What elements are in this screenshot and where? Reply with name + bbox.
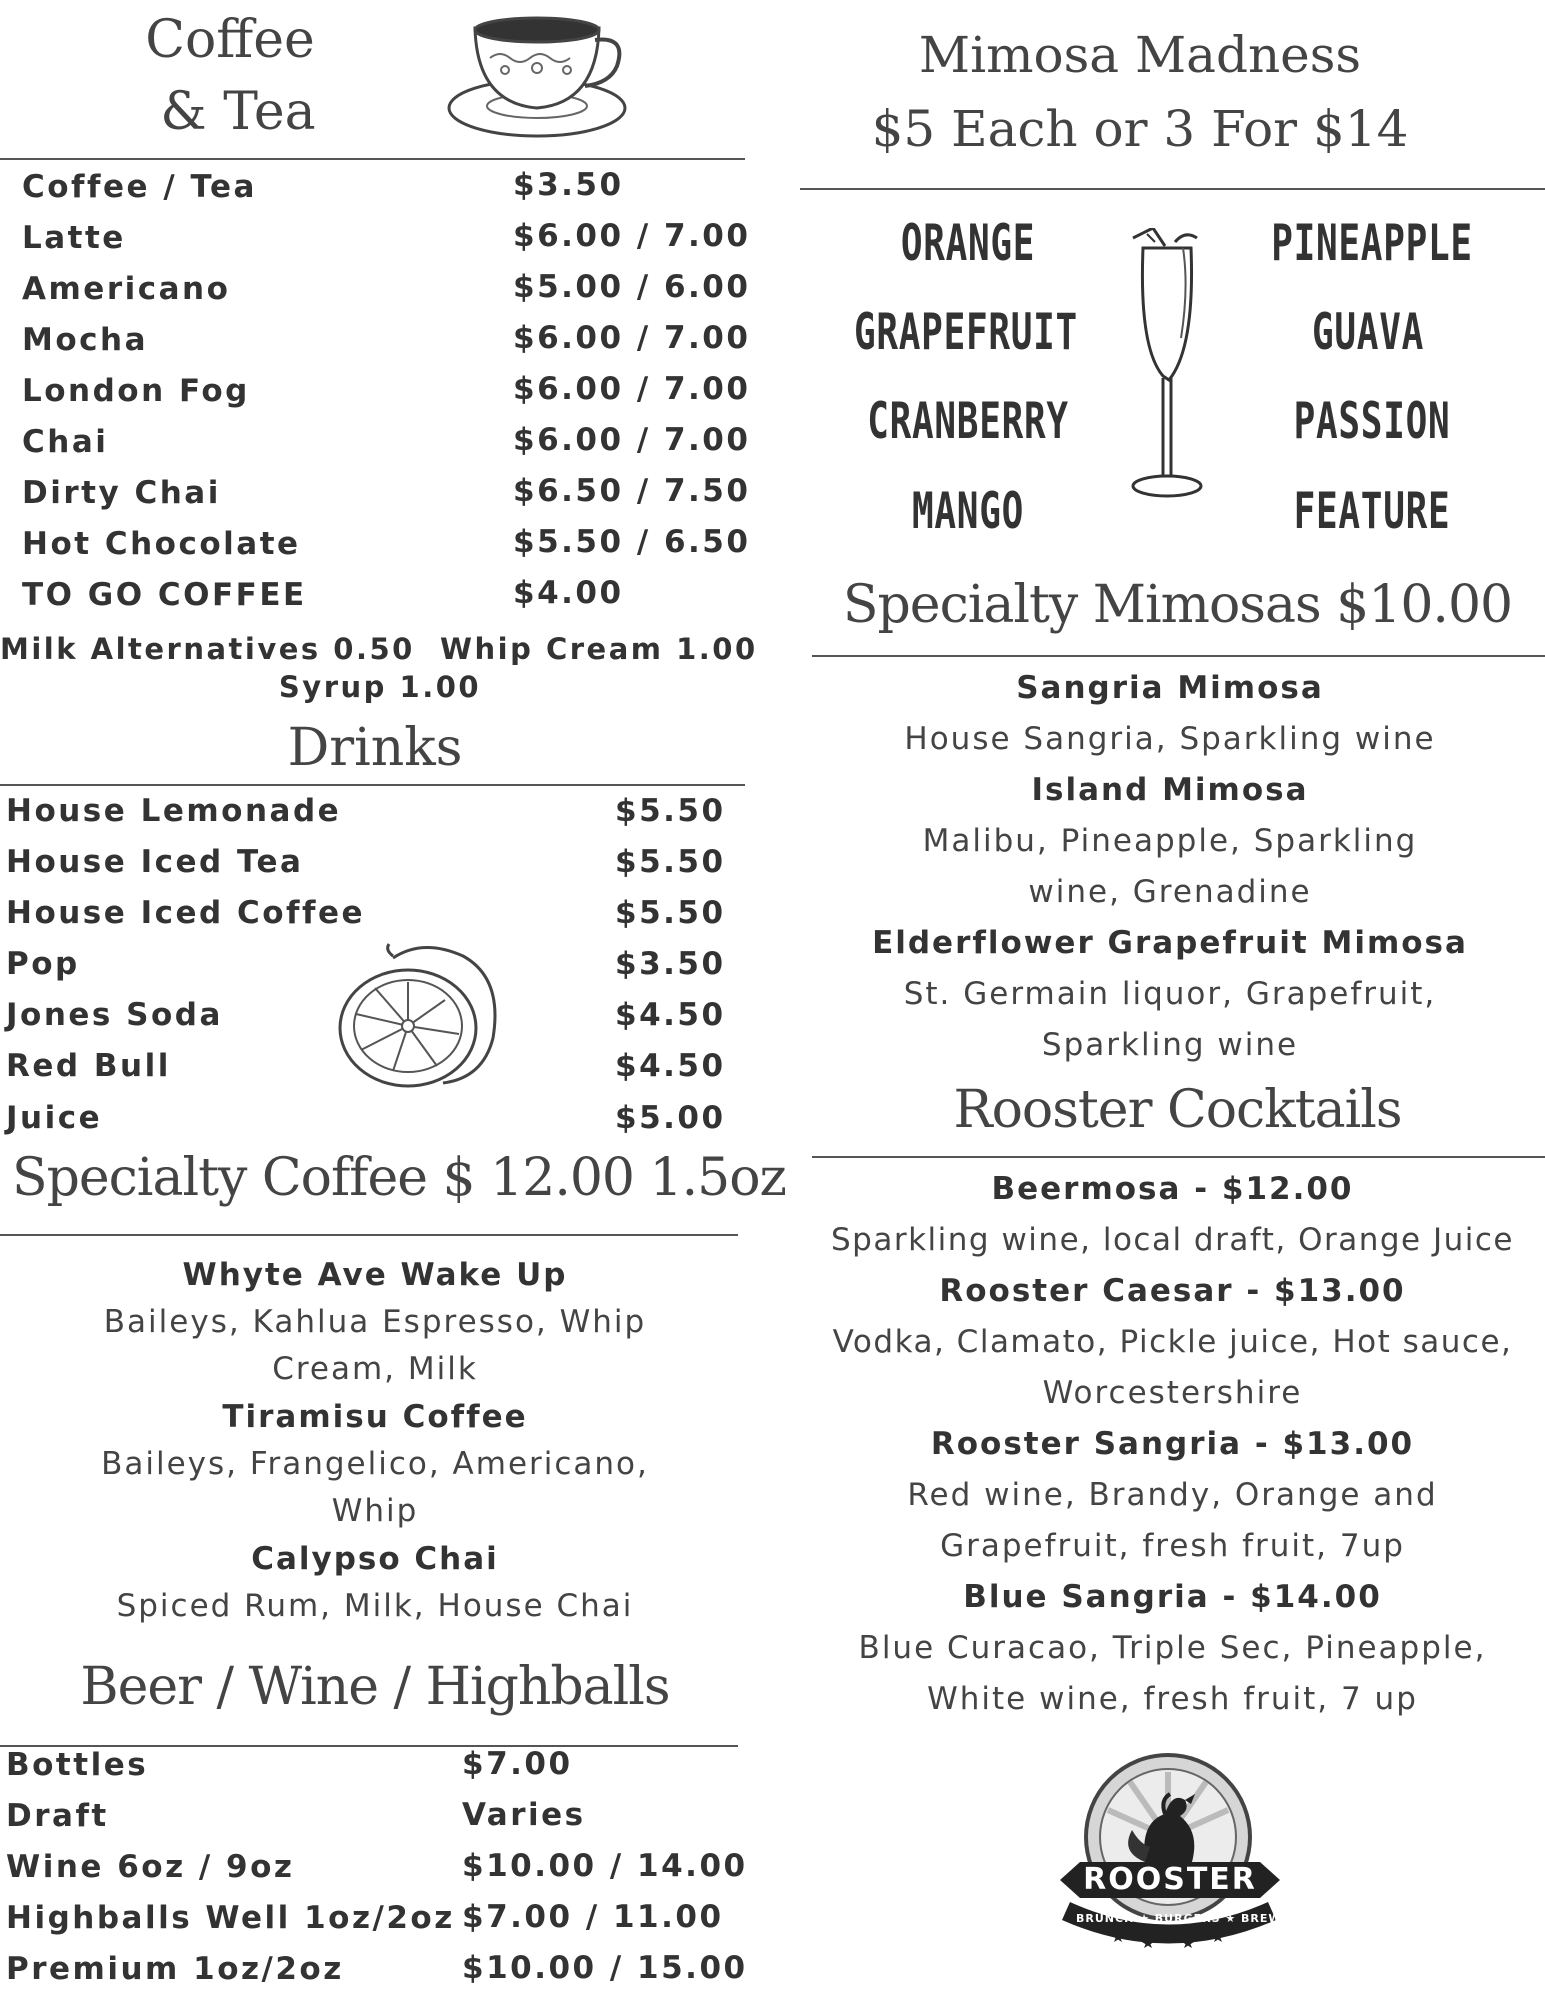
specialty-coffee-item-desc: Baileys, Kahlua Espresso, Whip — [103, 1304, 647, 1340]
drink-item-price: $3.50 — [615, 946, 726, 982]
specialty-coffee-heading: Specialty Coffee $ 12.00 1.5oz — [12, 1148, 786, 1208]
mimosa-flavor: PASSION — [1293, 392, 1451, 450]
beer-wine-item-price: $10.00 / 14.00 — [462, 1848, 748, 1884]
coffee-extras-line1: Milk Alternatives 0.50 Whip Cream 1.00 — [0, 632, 758, 666]
mimosa-flavor: PINEAPPLE — [1271, 214, 1473, 272]
specialty-mimosa-item-desc: St. Germain liquor, Grapefruit, — [903, 976, 1437, 1012]
mimosa-flavor: ORANGE — [900, 214, 1036, 272]
specialty-coffee-item-desc: Whip — [331, 1493, 419, 1529]
mimosa-flavor: MANGO — [912, 482, 1024, 540]
coffee-item-price: $6.50 / 7.50 — [513, 473, 751, 509]
cocktail-item-desc: Grapefruit, fresh fruit, 7up — [940, 1528, 1405, 1564]
coffee-item-name: Mocha — [22, 322, 149, 358]
specialty-coffee-item-desc: Spiced Rum, Milk, House Chai — [116, 1588, 634, 1624]
cocktail-item-name: Blue Sangria - $14.00 — [963, 1579, 1382, 1615]
drink-item-price: $5.00 — [615, 1100, 726, 1136]
mimosa-flavor: FEATURE — [1293, 482, 1451, 540]
mimosa-flavor: GRAPEFRUIT — [854, 303, 1078, 361]
mimosa-flavor: GUAVA — [1312, 303, 1424, 361]
coffee-item-name: London Fog — [22, 373, 250, 409]
specialty-mimosas-divider — [812, 655, 1545, 657]
coffee-item-price: $5.50 / 6.50 — [513, 524, 751, 560]
cocktail-item-name: Rooster Caesar - $13.00 — [939, 1273, 1406, 1309]
mimosa-flavor: CRANBERRY — [867, 392, 1069, 450]
rooster-logo-tagline: BRUNCH ★ BURGERS ★ BREWS — [1076, 1912, 1291, 1925]
rooster-logo-name: ROOSTER — [1083, 1862, 1257, 1897]
mimosa-heading-line1: Mimosa Madness — [918, 26, 1362, 84]
coffee-item-name: Chai — [22, 424, 109, 460]
drinks-divider — [0, 784, 745, 786]
specialty-mimosa-item-desc: House Sangria, Sparkling wine — [904, 721, 1436, 757]
specialty-mimosa-item-name: Sangria Mimosa — [1016, 670, 1324, 706]
beer-wine-item-price: Varies — [462, 1797, 586, 1833]
drink-item-name: Pop — [6, 946, 80, 982]
coffee-item-price: $3.50 — [513, 167, 624, 203]
coffee-extras-line2: Syrup 1.00 — [278, 670, 482, 704]
coffee-tea-heading-line1: Coffee — [145, 10, 315, 70]
specialty-mimosa-item-name: Elderflower Grapefruit Mimosa — [872, 925, 1468, 961]
drink-item-name: House Iced Tea — [6, 844, 304, 880]
beer-wine-item-price: $7.00 / 11.00 — [462, 1899, 724, 1935]
drink-item-price: $4.50 — [615, 997, 726, 1033]
rooster-cocktails-heading: Rooster Cocktails — [953, 1080, 1402, 1140]
drink-item-name: Jones Soda — [6, 997, 223, 1033]
specialty-mimosa-item-desc: wine, Grenadine — [1028, 874, 1312, 910]
beer-wine-item-name: Premium 1oz/2oz — [6, 1951, 344, 1987]
rooster-cocktails-divider — [812, 1156, 1545, 1158]
coffee-cup-icon — [445, 8, 630, 143]
coffee-tea-divider — [0, 158, 745, 160]
specialty-mimosa-item-desc: Malibu, Pineapple, Sparkling — [922, 823, 1418, 859]
drink-item-name: House Iced Coffee — [6, 895, 366, 931]
specialty-coffee-item-name: Tiramisu Coffee — [222, 1399, 528, 1435]
beer-wine-item-price: $10.00 / 15.00 — [462, 1950, 748, 1986]
specialty-coffee-item-name: Calypso Chai — [251, 1541, 499, 1577]
rooster-logo — [1040, 1752, 1300, 1957]
cocktail-item-desc: Red wine, Brandy, Orange and — [907, 1477, 1438, 1513]
beer-wine-item-name: Highballs Well 1oz/2oz — [6, 1900, 455, 1936]
specialty-mimosas-heading: Specialty Mimosas $10.00 — [842, 575, 1513, 635]
mimosa-heading-line2: $5 Each or 3 For $14 — [871, 100, 1409, 158]
coffee-item-price: $5.00 / 6.00 — [513, 269, 751, 305]
beer-wine-item-name: Bottles — [6, 1747, 149, 1783]
drink-item-name: Red Bull — [6, 1048, 171, 1084]
cocktail-item-desc: Vodka, Clamato, Pickle juice, Hot sauce, — [832, 1324, 1513, 1360]
cocktail-item-desc: Blue Curacao, Triple Sec, Pineapple, — [858, 1630, 1487, 1666]
drinks-heading: Drinks — [287, 718, 463, 778]
drink-item-price: $5.50 — [615, 844, 726, 880]
coffee-item-price: $6.00 / 7.00 — [513, 320, 751, 356]
beer-wine-item-name: Wine 6oz / 9oz — [6, 1849, 295, 1885]
beer-wine-heading: Beer / Wine / Highballs — [80, 1657, 670, 1717]
coffee-item-name: Coffee / Tea — [22, 169, 257, 205]
coffee-item-price: $6.00 / 7.00 — [513, 218, 751, 254]
cocktail-item-name: Rooster Sangria - $13.00 — [930, 1426, 1415, 1462]
drink-item-name: House Lemonade — [6, 793, 342, 829]
specialty-coffee-divider — [0, 1234, 738, 1236]
specialty-mimosa-item-name: Island Mimosa — [1031, 772, 1309, 808]
specialty-coffee-item-desc: Baileys, Frangelico, Americano, — [101, 1446, 649, 1482]
specialty-coffee-item-name: Whyte Ave Wake Up — [182, 1257, 568, 1293]
coffee-tea-heading-line2: & Tea — [160, 82, 316, 142]
coffee-item-name: Latte — [22, 220, 126, 256]
drink-item-name: Juice — [6, 1100, 103, 1136]
coffee-item-price: $6.00 / 7.00 — [513, 371, 751, 407]
drink-item-price: $5.50 — [615, 793, 726, 829]
cocktail-item-name: Beermosa - $12.00 — [991, 1171, 1354, 1207]
coffee-item-price: $4.00 — [513, 575, 624, 611]
specialty-coffee-item-desc: Cream, Milk — [272, 1351, 478, 1387]
coffee-item-price: $6.00 / 7.00 — [513, 422, 751, 458]
coffee-item-name: Americano — [22, 271, 231, 307]
lemon-icon — [333, 938, 508, 1098]
beer-wine-item-name: Draft — [6, 1798, 109, 1834]
cocktail-item-desc: Worcestershire — [1042, 1375, 1303, 1411]
coffee-item-name: TO GO COFFEE — [22, 577, 307, 613]
beer-wine-item-price: $7.00 — [462, 1746, 573, 1782]
champagne-flute-icon — [1125, 228, 1215, 513]
coffee-item-name: Hot Chocolate — [22, 526, 301, 562]
cocktail-item-desc: White wine, fresh fruit, 7 up — [927, 1681, 1418, 1717]
coffee-item-name: Dirty Chai — [22, 475, 221, 511]
cocktail-item-desc: Sparkling wine, local draft, Orange Juice — [831, 1222, 1514, 1258]
mimosa-divider — [800, 188, 1545, 190]
specialty-mimosa-item-desc: Sparkling wine — [1041, 1027, 1299, 1063]
drink-item-price: $4.50 — [615, 1048, 726, 1084]
drink-item-price: $5.50 — [615, 895, 726, 931]
